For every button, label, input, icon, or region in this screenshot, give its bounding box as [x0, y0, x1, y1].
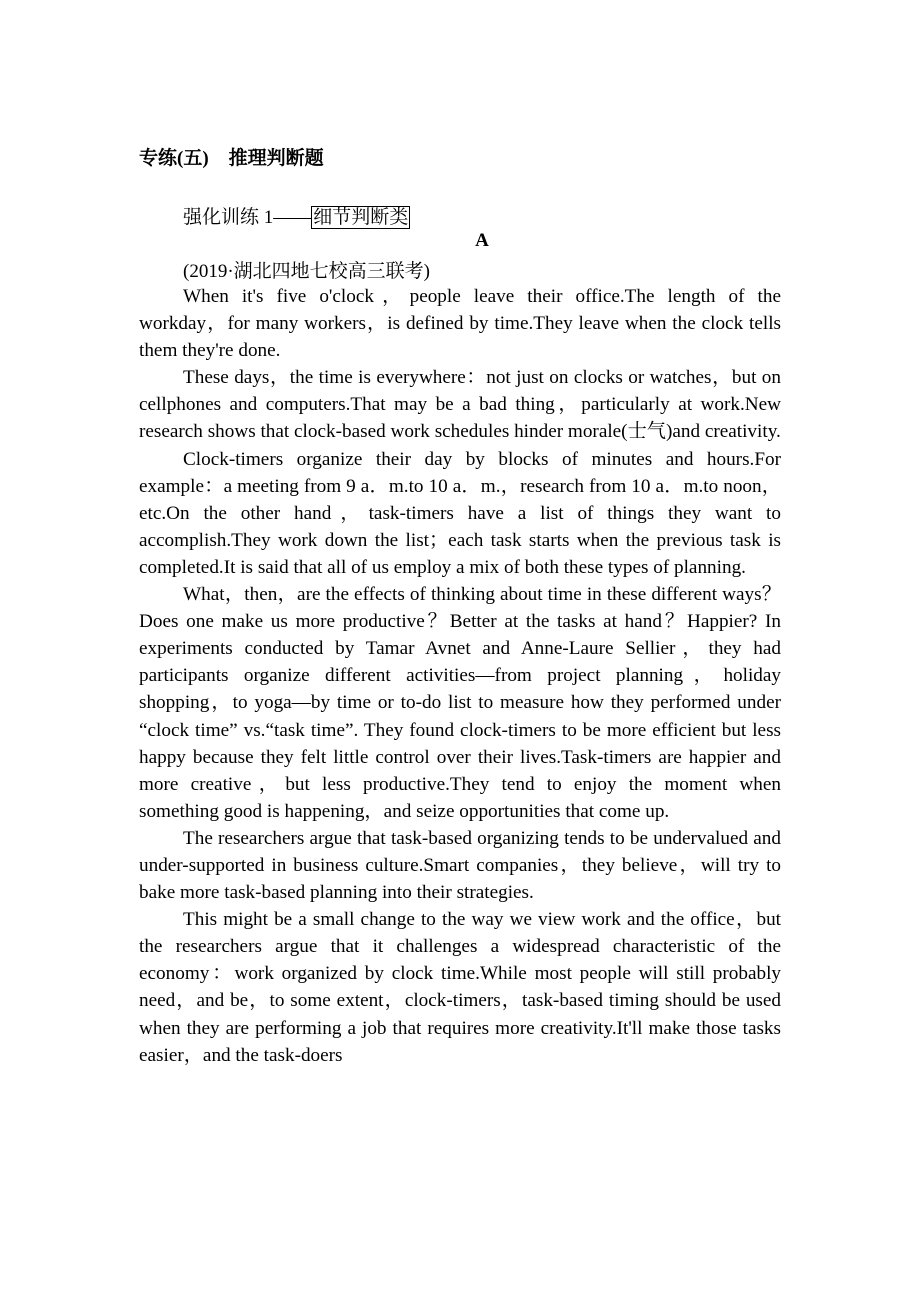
paragraph: The researchers argue that task-based organizing tends to be undervalued and under-supported in business culture.Smart companies，they believe，will try to bake more task-based planning into their strategies.: [139, 827, 781, 904]
training-category: 细节判断类: [313, 207, 409, 228]
paragraph: This might be a small change to the way we view work and the office，but the researchers argue that it challenges a widespread characteristic of the economy：work organized by clock time.While most people will still probably need，and be，to some extent，clock-timers，task-based timing should be used when they are performing a job that requires more creativity.It'll make those tasks easier，and the task-doers: [139, 909, 781, 1066]
paragraph: Clock-timers organize their day by blocks of minutes and hours.For example：a meeting from 9 a．m.to 10 a．m.，research from 10 a．m.to noon，etc.On the other hand，task-timers have a list of things they want to accomplish.They work down the list；each task starts when the previous task is completed.It is said that all of us employ a mix of both these types of planning.: [139, 448, 781, 578]
passage-source: (2019·湖北四地七校高三联考): [183, 261, 430, 282]
section-title: [139, 143, 324, 170]
section-label: 专练(五): [139, 148, 209, 169]
training-label: 强化训练 1——: [183, 207, 312, 228]
paragraph: These days，the time is everywhere：not just on clocks or watches，but on cellphones and computers.That may be a bad thing，particularly at work.New research shows that clock-based work schedules hinder morale(士气)and creativity.: [139, 367, 781, 443]
passage-letter: A: [475, 230, 489, 251]
passage-body: [139, 283, 781, 1069]
training-subtitle: [183, 202, 410, 229]
paragraph: When it's five o'clock，people leave their office.The length of the workday，for many workers，is defined by time.They leave when the clock tells them they're done.: [139, 286, 781, 362]
section-name: 推理判断题: [228, 148, 324, 169]
paragraph: What，then，are the effects of thinking about time in these different ways？Does one make us more productive？Better at the tasks at hand？Happier? In experiments conducted by Tamar Avnet and Anne-Laure Sellier，they had participants organize different activities—from project planning，holiday shopping，to yoga—by time or to-do list to measure how they performed under “clock time” vs.“task time”. They found clock-timers to be more efficient but less happy because they felt little control over their lives.Task-timers are happier and more creative，but less productive.They tend to enjoy the moment when something good is happening，and seize opportunities that come up.: [139, 584, 781, 822]
